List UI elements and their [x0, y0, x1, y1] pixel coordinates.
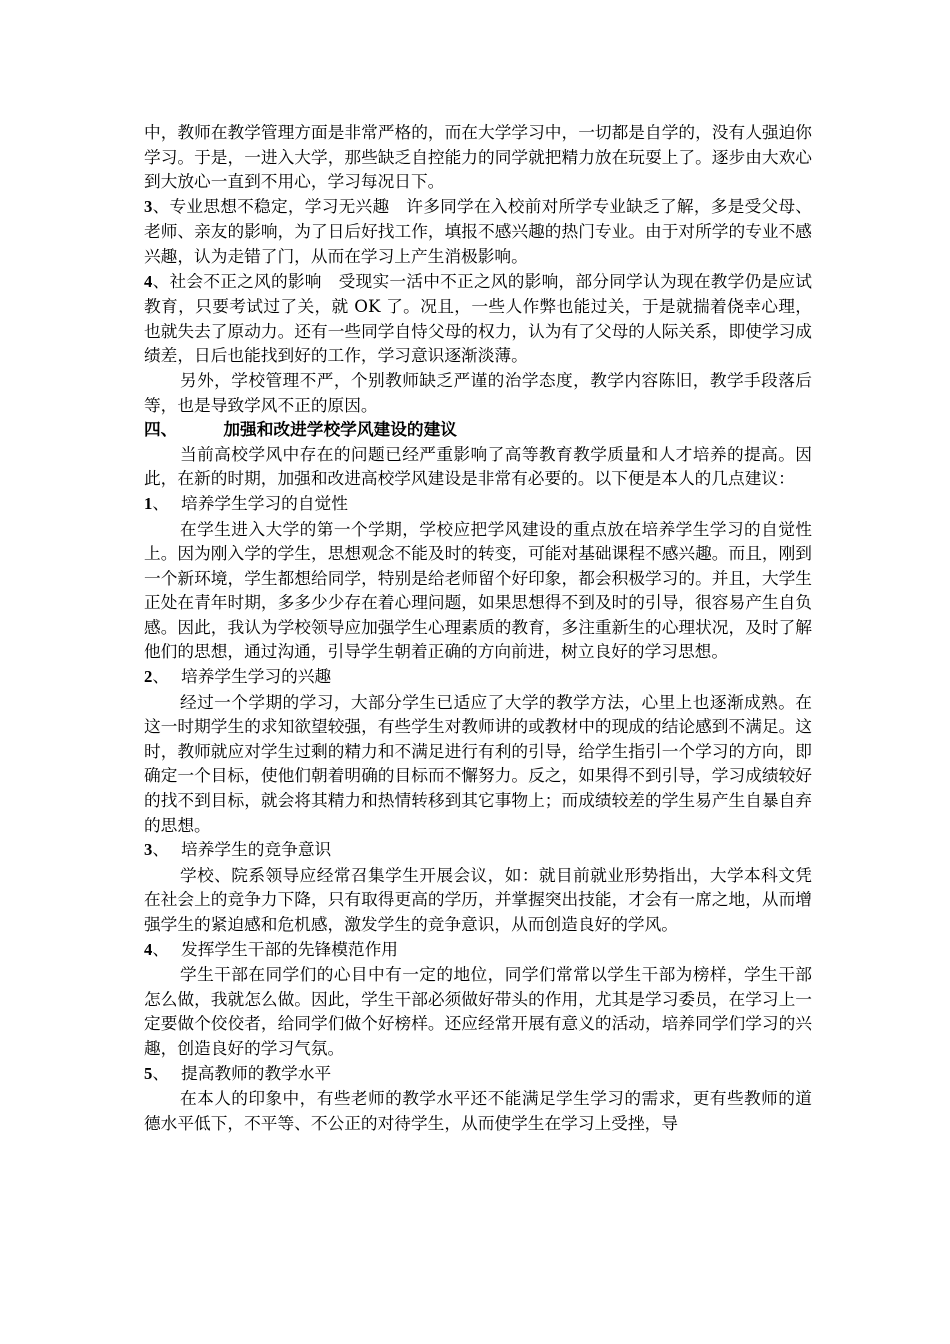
- subheading-1: [144, 491, 812, 517]
- paragraph-item-3: [144, 194, 812, 269]
- item-3-number: 3: [144, 196, 153, 216]
- subheading-4-sep: 、: [152, 938, 170, 959]
- document-body: [144, 120, 812, 1135]
- subheading-5-sep: 、: [152, 1062, 170, 1083]
- paragraph-sub-5: 在本人的印象中，有些老师的教学水平还不能满足学生学习的需求，更有些教师的道德水平低下，不平等、不公正的对待学生，从而使学生在学习上受挫，导: [144, 1088, 812, 1133]
- subheading-1-title: 培养学生学习的自觉性: [181, 492, 348, 513]
- subheading-4: [144, 937, 812, 963]
- paragraph-other-causes: 另外，学校管理不严，个别教师缺乏严谨的治学态度，教学内容陈旧，教学手段落后等，也是导致学风不正的原因。: [144, 369, 812, 415]
- section-4-title: 加强和改进学校学风建设的建议: [223, 419, 457, 440]
- paragraph-item-4: [144, 269, 812, 368]
- subheading-4-number: 4: [144, 939, 153, 959]
- subheading-2-number: 2: [144, 667, 153, 687]
- paragraph-sub-4: 学生干部在同学们的心目中有一定的地位，同学们常常以学生干部为榜样，学生干部怎么做，我就怎么做。因此，学生干部必须做好带头的作用，尤其是学习委员，在学习上一定要做个佼佼者，给同学们做个好榜样。还应经常开展有意义的活动，培养同学们学习的兴趣，创造良好的学习气氛。: [144, 964, 812, 1058]
- item-3-text: 、专业思想不稳定，学习无兴趣 许多同学在入校前对所学专业缺乏了解，多是受父母、老师、亲友的影响，为了日后好找工作，填报不感兴趣的热门专业。由于对所学的专业不感兴趣，认为走错了门，从而在学习上产生消极影响。: [144, 195, 812, 266]
- paragraph-sub-3: 学校、院系领导应经常召集学生开展会议，如：就目前就业形势指出，大学本科文凭在社会上的竞争力下降，只有取得更高的学历，并掌握突出技能，才会有一席之地，从而增强学生的紧迫感和危机感，激发学生的竞争意识，从而创造良好的学风。: [144, 864, 812, 934]
- paragraph-continuation: 中，教师在教学管理方面是非常严格的，而在大学学习中，一切都是自学的，没有人强迫你学习。于是，一进入大学，那些缺乏自控能力的同学就把精力放在玩耍上了。逐步由大欢心到大放心一直到不用心，学习每况日下。: [144, 122, 812, 192]
- subheading-3-number: 3: [144, 840, 153, 860]
- item-4-number: 4: [144, 271, 153, 291]
- subheading-3-sep: 、: [152, 839, 170, 860]
- subheading-4-title: 发挥学生干部的先锋模范作用: [181, 938, 398, 959]
- subheading-2-title: 培养学生学习的兴趣: [181, 666, 332, 687]
- subheading-3-title: 培养学生的竞争意识: [181, 839, 332, 860]
- subheading-5: [144, 1061, 812, 1087]
- item-4-text: 、社会不正之风的影响 受现实一活中不正之风的影响，部分同学认为现在教学仍是应试教育，只要考试过了关，就 OK 了。况且，一些人作弊也能过关，于是就揣着侥幸心理，也就失去了原动力。还有一些同学自恃父母的权力，认为有了父母的人际关系，即使学习成绩差，日后也能找到好的工作，学习意识逐渐淡薄。: [144, 270, 812, 366]
- subheading-5-title: 提高教师的教学水平: [181, 1062, 332, 1083]
- subheading-3: [144, 837, 812, 863]
- subheading-2: [144, 664, 812, 690]
- subheading-2-sep: 、: [152, 666, 170, 687]
- paragraph-sub-1: 在学生进入大学的第一个学期，学校应把学风建设的重点放在培养学生学习的自觉性上。因为刚入学的学生，思想观念不能及时的转变，可能对基础课程不感兴趣。而且，刚到一个新环境，学生都想给同学，特别是给老师留个好印象，都会积极学习的。并且，大学生正处在青年时期，多多少少存在着心理问题，如果思想得不到及时的引导，很容易产生自负感。因此，我认为学校领导应加强学生心理素质的教育，多注重新生的心理状况，及时了解他们的思想，通过沟通，引导学生朝着正确的方向前进，树立良好的学习思想。: [144, 518, 812, 662]
- subheading-1-number: 1: [144, 493, 153, 513]
- section-heading-4: [144, 417, 812, 442]
- section-4-number: 四、: [144, 419, 178, 440]
- subheading-5-number: 5: [144, 1063, 153, 1083]
- paragraph-intro: 当前高校学风中存在的问题已经严重影响了高等教育教学质量和人才培养的提高。因此，在新的时期，加强和改进高校学风建设是非常有必要的。以下便是本人的几点建议：: [144, 443, 812, 489]
- paragraph-sub-2: 经过一个学期的学习，大部分学生已适应了大学的教学方法，心里上也逐渐成熟。在这一时期学生的求知欲望较强，有些学生对教师讲的或教材中的现成的结论感到不满足。这时，教师就应对学生过剩的精力和不满足进行有利的引导，给学生指引一个学习的方向，即确定一个目标，使他们朝着明确的目标而不懈努力。反之，如果得不到引导，学习成绩较好的找不到目标，就会将其精力和热情转移到其它事物上；而成绩较差的学生易产生自暴自弃的思想。: [144, 691, 812, 835]
- subheading-1-sep: 、: [152, 492, 170, 513]
